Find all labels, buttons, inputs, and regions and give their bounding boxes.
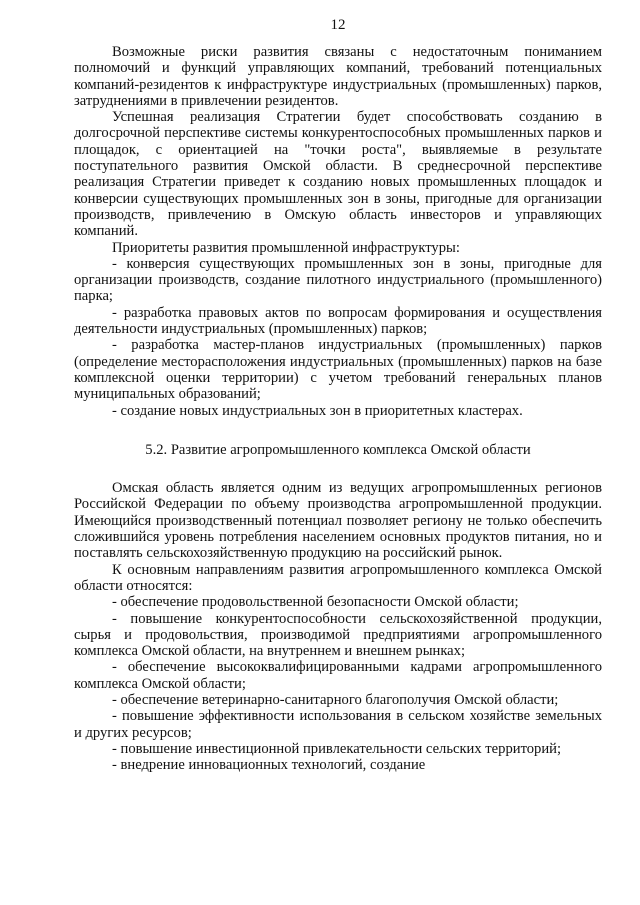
list-item-investment: - повышение инвестиционной привлекательности сельских территорий; bbox=[112, 740, 562, 757]
list-item-competitiveness: - повышение конкурентоспособности сельскохозяйственной продукции, сырья и продовольствия, производимой предприятиями агропромышленного комплекса Омской области, на внутреннем и внешнем рынках; bbox=[74, 610, 602, 660]
list-item-land-efficiency: - повышение эффективности использования в сельском хозяйстве земельных и других ресурсов; bbox=[74, 708, 602, 741]
list-item-food-security: - обеспечение продовольственной безопасности Омской области; bbox=[112, 594, 519, 611]
list-item-legal-acts: - разработка правовых актов по вопросам формирования и осуществления деятельности индустриальных (промышленных) парков; bbox=[74, 304, 602, 338]
list-item-personnel: - обеспечение высококвалифицированными кадрами агропромышленного комплекса Омской области; bbox=[74, 659, 602, 692]
paragraph-omsk-agro: Омская область является одним из ведущих агропромышленных регионов Российской Федерации по объему производства агропромышленной продукции. Имеющийся производственный потенциал позволяет региону не только обеспечить сложившийся уровень потребления населением основных продуктов питания, но и поставлять сельскохозяйственную продукцию на российский рынок. bbox=[74, 480, 602, 562]
page-content bbox=[74, 44, 602, 773]
paragraph-strategy-success: Успешная реализация Стратегии будет способствовать созданию в долгосрочной перспективе системы конкурентоспособных промышленных парков и площадок, с ориентацией на "точки роста", выявляемые в результате поступательного развития Омской области. В среднесрочной перспективе реализация Стратегии приведет к созданию новых промышленных площадок и конверсии существующих промышленных зон в зоны, пригодные для организации производств, привлечению в Омскую область инвесторов и управляющих компаний. bbox=[74, 109, 602, 240]
list-item-veterinary: - обеспечение ветеринарно-санитарного благополучия Омской области; bbox=[112, 691, 559, 708]
section-heading: 5.2. Развитие агропромышленного комплекса Омской области bbox=[145, 441, 531, 458]
list-item-new-zones: - создание новых индустриальных зон в приоритетных кластерах. bbox=[112, 402, 523, 419]
list-item-master-plans: - разработка мастер-планов индустриальных (промышленных) парков (определение месторасположения индустриальных (промышленных) парков на базе комплексной оценки территории) с учетом требований генеральных планов муниципальных образований; bbox=[74, 337, 602, 403]
paragraph-directions-intro: К основным направлениям развития агропромышленного комплекса Омской области относятся: bbox=[74, 561, 602, 594]
paragraph-risks: Возможные риски развития связаны с недостаточным пониманием полномочий и функций управляющих компаний, требований потенциальных компаний-резидентов к инфраструктуре индустриальных (промышленных) парков, затруднениями в привлечении резидентов. bbox=[74, 44, 602, 109]
list-item-conversion: - конверсия существующих промышленных зон в зоны, пригодные для организации производств, создание пилотного индустриального (промышленного) парка; bbox=[74, 255, 602, 305]
paragraph-priorities-intro: Приоритеты развития промышленной инфраструктуры: bbox=[112, 239, 460, 256]
page-number: 12 bbox=[330, 17, 346, 33]
list-item-innovation: - внедрение инновационных технологий, создание bbox=[112, 757, 426, 774]
